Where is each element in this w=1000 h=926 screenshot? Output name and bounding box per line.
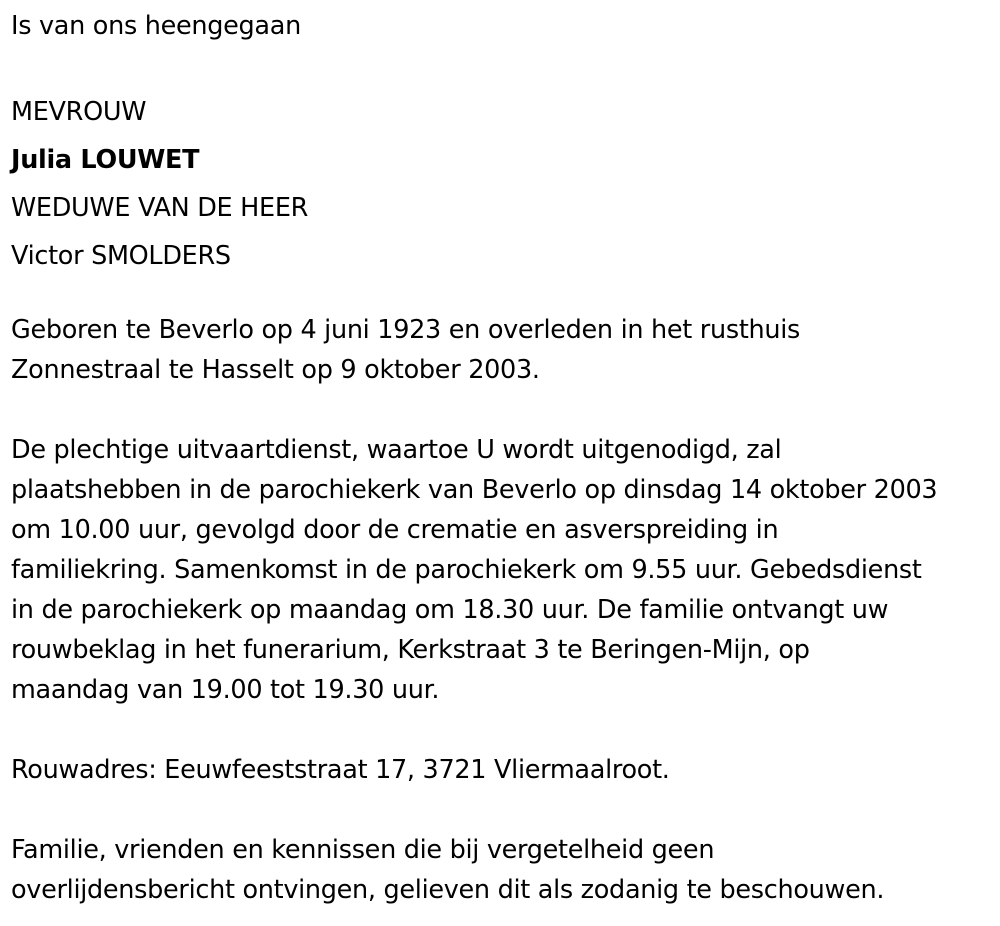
intro-line: Is van ons heengegaan xyxy=(11,11,301,41)
paragraph-line: Zonnestraal te Hasselt op 9 oktober 2003. xyxy=(11,355,540,385)
paragraph-line: rouwbeklag in het funerarium, Kerkstraat 3 te Beringen-Mijn, op xyxy=(11,635,810,665)
deceased-name: Julia LOUWET xyxy=(11,145,200,175)
paragraph-line: in de parochiekerk op maandag om 18.30 uur. De familie ontvangt uw xyxy=(11,595,889,625)
service-paragraph xyxy=(11,430,937,710)
spouse-name: Victor SMOLDERS xyxy=(11,241,231,271)
title-prefix: MEVROUW xyxy=(11,97,147,127)
closing-paragraph xyxy=(11,830,884,910)
paragraph-line: plaatshebben in de parochiekerk van Beverlo op dinsdag 14 oktober 2003 xyxy=(11,475,938,505)
paragraph-line: De plechtige uitvaartdienst, waartoe U wordt uitgenodigd, zal xyxy=(11,435,782,465)
address-paragraph xyxy=(11,750,670,790)
paragraph-line: maandag van 19.00 tot 19.30 uur. xyxy=(11,675,440,705)
relation-text: WEDUWE VAN DE HEER xyxy=(11,193,309,223)
mourning-address: Rouwadres: Eeuwfeeststraat 17, 3721 Vliermaalroot. xyxy=(11,755,670,785)
deceased-block xyxy=(11,88,308,280)
paragraph-line: overlijdensbericht ontvingen, gelieven dit als zodanig te beschouwen. xyxy=(11,875,885,905)
intro-text xyxy=(11,8,301,44)
paragraph-line: Geboren te Beverlo op 4 juni 1923 en overleden in het rusthuis xyxy=(11,315,801,345)
paragraph-line: Familie, vrienden en kennissen die bij vergetelheid geen xyxy=(11,835,715,865)
birth-death-paragraph xyxy=(11,310,800,390)
paragraph-line: familiekring. Samenkomst in de parochiekerk om 9.55 uur. Gebedsdienst xyxy=(11,555,922,585)
paragraph-line: om 10.00 uur, gevolgd door de crematie en asverspreiding in xyxy=(11,515,779,545)
